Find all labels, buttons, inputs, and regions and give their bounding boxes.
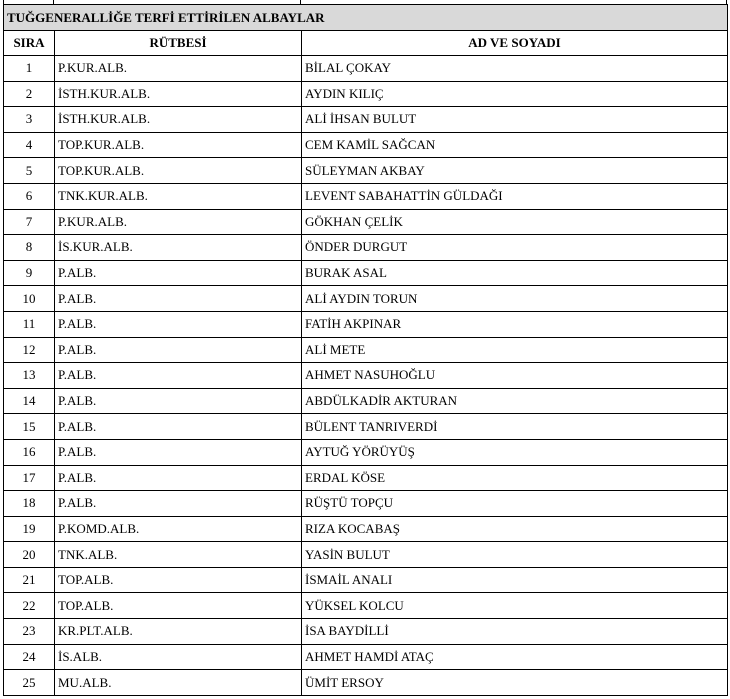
cell-ad-soyad: ALİ METE xyxy=(302,337,728,363)
table-row xyxy=(4,56,728,82)
table-row xyxy=(4,593,728,619)
cell-rutbe: TOP.KUR.ALB. xyxy=(55,158,302,184)
cell-rutbe: İSTH.KUR.ALB. xyxy=(55,81,302,107)
table-row xyxy=(4,132,728,158)
cell-ad-soyad: ABDÜLKADİR AKTURAN xyxy=(302,388,728,414)
cell-sira: 17 xyxy=(4,465,55,491)
cell-rutbe: TOP.KUR.ALB. xyxy=(55,132,302,158)
cell-ad-soyad: YASİN BULUT xyxy=(302,542,728,568)
table-body xyxy=(4,56,728,696)
cell-rutbe: TNK.ALB. xyxy=(55,542,302,568)
table-row xyxy=(4,363,728,389)
cell-ad-soyad: BÜLENT TANRIVERDİ xyxy=(302,414,728,440)
cell-ad-soyad: BURAK ASAL xyxy=(302,260,728,286)
header-rutbe: RÜTBESİ xyxy=(55,31,302,56)
table-row xyxy=(4,209,728,235)
table-title-row xyxy=(4,5,728,31)
table-row xyxy=(4,337,728,363)
cell-sira: 7 xyxy=(4,209,55,235)
cell-sira: 9 xyxy=(4,260,55,286)
cell-rutbe: P.ALB. xyxy=(55,491,302,517)
table-row xyxy=(4,567,728,593)
cell-sira: 23 xyxy=(4,619,55,645)
cell-sira: 5 xyxy=(4,158,55,184)
cell-sira: 8 xyxy=(4,235,55,261)
cell-ad-soyad: RIZA KOCABAŞ xyxy=(302,516,728,542)
cell-sira: 15 xyxy=(4,414,55,440)
cell-ad-soyad: RÜŞTÜ TOPÇU xyxy=(302,491,728,517)
table-row xyxy=(4,183,728,209)
cell-rutbe: İS.ALB. xyxy=(55,644,302,670)
cell-ad-soyad: BİLAL ÇOKAY xyxy=(302,56,728,82)
cell-rutbe: İS.KUR.ALB. xyxy=(55,235,302,261)
table-row xyxy=(4,542,728,568)
cell-ad-soyad: FATİH AKPINAR xyxy=(302,311,728,337)
cell-ad-soyad: ÜMİT ERSOY xyxy=(302,670,728,696)
cell-rutbe: P.ALB. xyxy=(55,465,302,491)
cell-sira: 2 xyxy=(4,81,55,107)
cell-ad-soyad: ALİ AYDIN TORUN xyxy=(302,286,728,312)
cell-rutbe: TNK.KUR.ALB. xyxy=(55,183,302,209)
cell-rutbe: İSTH.KUR.ALB. xyxy=(55,107,302,133)
cell-sira: 25 xyxy=(4,670,55,696)
cell-sira: 10 xyxy=(4,286,55,312)
cell-sira: 3 xyxy=(4,107,55,133)
table-row xyxy=(4,516,728,542)
cell-sira: 13 xyxy=(4,363,55,389)
cell-sira: 6 xyxy=(4,183,55,209)
cell-rutbe: P.KUR.ALB. xyxy=(55,56,302,82)
table-row xyxy=(4,644,728,670)
table-row xyxy=(4,158,728,184)
cell-ad-soyad: YÜKSEL KOLCU xyxy=(302,593,728,619)
previous-table-stub xyxy=(3,0,727,4)
cell-sira: 24 xyxy=(4,644,55,670)
table-row xyxy=(4,439,728,465)
cell-sira: 20 xyxy=(4,542,55,568)
cell-ad-soyad: SÜLEYMAN AKBAY xyxy=(302,158,728,184)
cell-ad-soyad: AHMET NASUHOĞLU xyxy=(302,363,728,389)
table-row xyxy=(4,260,728,286)
cell-sira: 14 xyxy=(4,388,55,414)
header-ad-soyad: AD VE SOYADI xyxy=(302,31,728,56)
cell-rutbe: P.KOMD.ALB. xyxy=(55,516,302,542)
cell-rutbe: TOP.ALB. xyxy=(55,593,302,619)
cell-ad-soyad: ALİ İHSAN BULUT xyxy=(302,107,728,133)
cell-ad-soyad: AYDIN KILIÇ xyxy=(302,81,728,107)
cell-sira: 1 xyxy=(4,56,55,82)
table-row xyxy=(4,107,728,133)
cell-ad-soyad: AHMET HAMDİ ATAÇ xyxy=(302,644,728,670)
cell-rutbe: P.ALB. xyxy=(55,337,302,363)
table-row xyxy=(4,670,728,696)
cell-sira: 18 xyxy=(4,491,55,517)
promotion-table xyxy=(3,4,728,696)
cell-ad-soyad: GÖKHAN ÇELİK xyxy=(302,209,728,235)
table-row xyxy=(4,388,728,414)
cell-ad-soyad: AYTUĞ YÖRÜYÜŞ xyxy=(302,439,728,465)
cell-ad-soyad: LEVENT SABAHATTİN GÜLDAĞI xyxy=(302,183,728,209)
table-row xyxy=(4,491,728,517)
cell-rutbe: P.ALB. xyxy=(55,414,302,440)
table-title: TUĞGENERALLİĞE TERFİ ETTİRİLEN ALBAYLAR xyxy=(4,5,728,31)
header-sira: SIRA xyxy=(4,31,55,56)
cell-ad-soyad: İSMAİL ANALI xyxy=(302,567,728,593)
cell-rutbe: MU.ALB. xyxy=(55,670,302,696)
cell-sira: 21 xyxy=(4,567,55,593)
cell-rutbe: P.ALB. xyxy=(55,286,302,312)
cell-rutbe: TOP.ALB. xyxy=(55,567,302,593)
cell-rutbe: P.ALB. xyxy=(55,260,302,286)
cell-sira: 22 xyxy=(4,593,55,619)
cell-rutbe: P.ALB. xyxy=(55,311,302,337)
cell-rutbe: P.ALB. xyxy=(55,363,302,389)
table-row xyxy=(4,81,728,107)
cell-ad-soyad: ÖNDER DURGUT xyxy=(302,235,728,261)
cell-rutbe: P.ALB. xyxy=(55,388,302,414)
cell-ad-soyad: ERDAL KÖSE xyxy=(302,465,728,491)
cell-sira: 12 xyxy=(4,337,55,363)
table-row xyxy=(4,619,728,645)
table-row xyxy=(4,414,728,440)
cell-sira: 11 xyxy=(4,311,55,337)
cell-sira: 4 xyxy=(4,132,55,158)
table-header-row xyxy=(4,31,728,56)
table-row xyxy=(4,286,728,312)
cell-rutbe: P.KUR.ALB. xyxy=(55,209,302,235)
cell-rutbe: KR.PLT.ALB. xyxy=(55,619,302,645)
table-row xyxy=(4,235,728,261)
cell-sira: 19 xyxy=(4,516,55,542)
table-row xyxy=(4,465,728,491)
cell-ad-soyad: CEM KAMİL SAĞCAN xyxy=(302,132,728,158)
cell-rutbe: P.ALB. xyxy=(55,439,302,465)
promotion-list-sheet xyxy=(3,0,727,696)
cell-sira: 16 xyxy=(4,439,55,465)
cell-ad-soyad: İSA BAYDİLLİ xyxy=(302,619,728,645)
table-row xyxy=(4,311,728,337)
